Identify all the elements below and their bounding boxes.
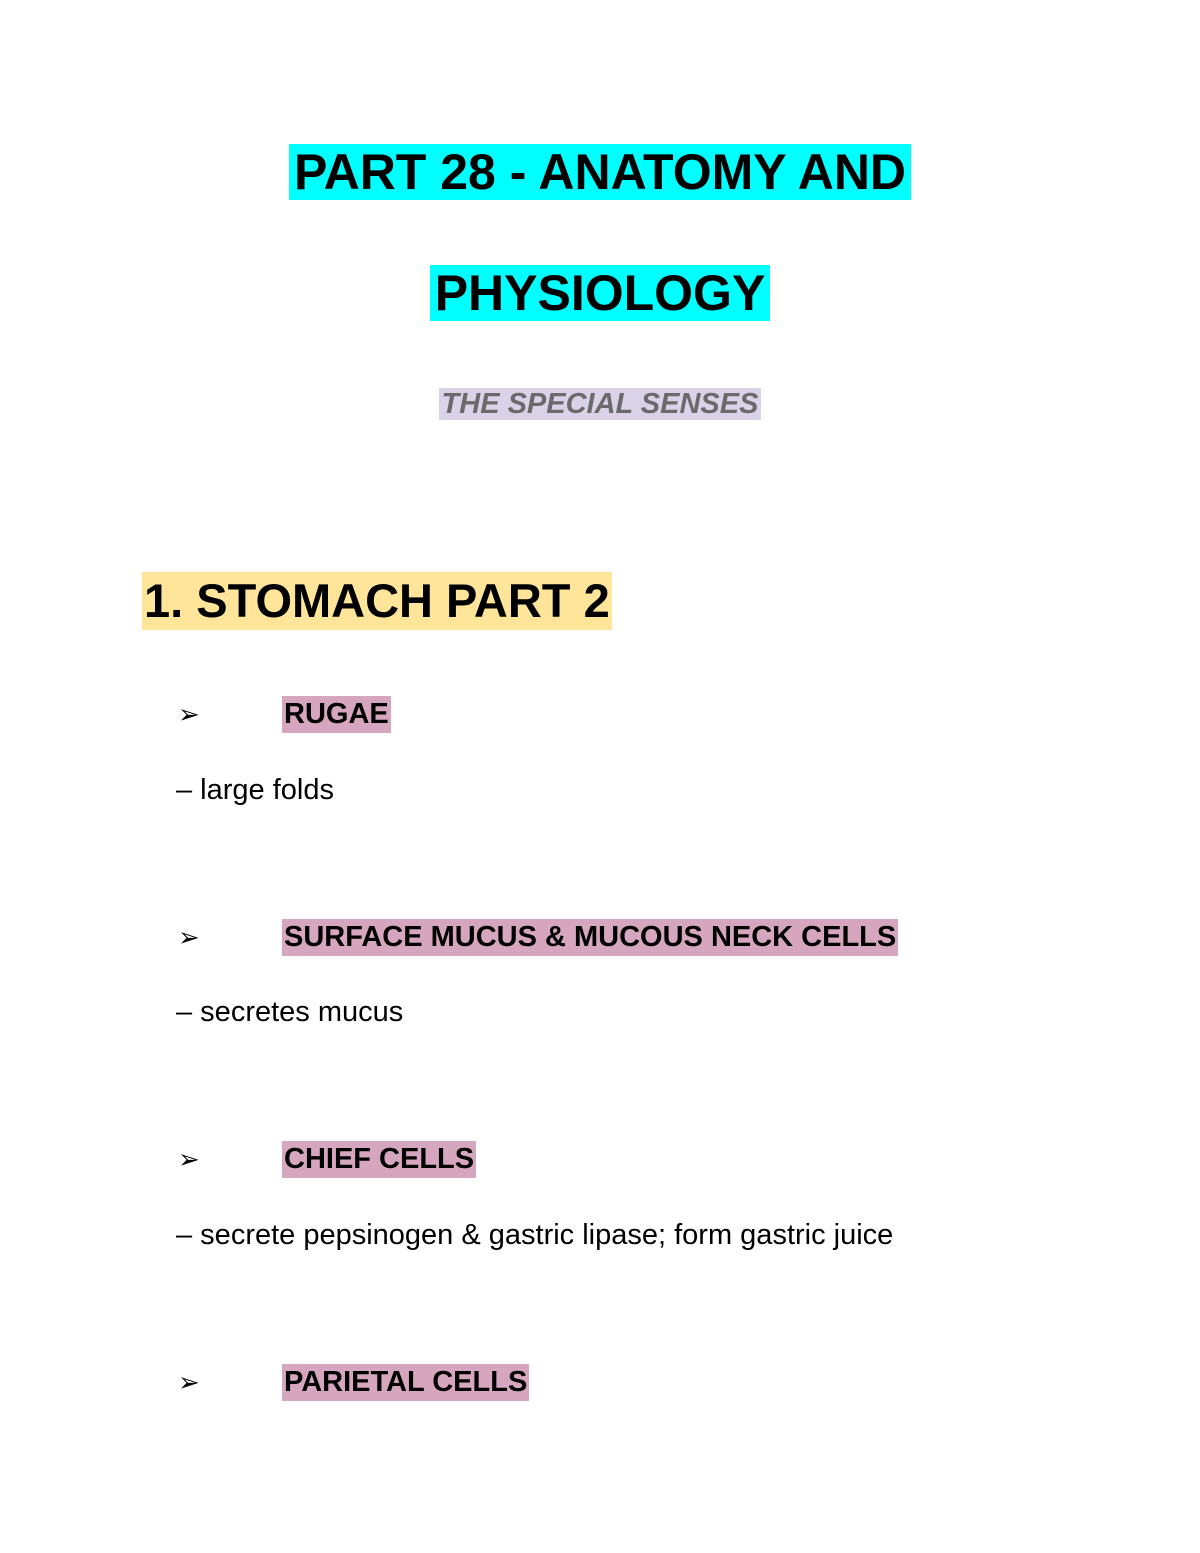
definition-text: – secretes mucus — [176, 996, 404, 1028]
term-label: CHIEF CELLS — [282, 1141, 476, 1178]
arrow-bullet-icon: ➢ — [178, 923, 200, 953]
subtitle-text: THE SPECIAL SENSES — [439, 388, 762, 420]
term-label: PARIETAL CELLS — [282, 1364, 529, 1401]
title-line-2 — [0, 263, 1200, 323]
term-label: RUGAE — [282, 696, 391, 733]
definition-text: – secrete pepsinogen & gastric lipase; form gastric juice — [176, 1219, 894, 1251]
arrow-bullet-icon: ➢ — [178, 1145, 200, 1175]
section-heading: 1. STOMACH PART 2 — [142, 572, 612, 630]
definition-text: – large folds — [176, 774, 334, 806]
title-text-1: PART 28 - ANATOMY AND — [289, 144, 911, 200]
title-line-1 — [0, 142, 1200, 202]
subtitle — [0, 385, 1200, 423]
title-text-2: PHYSIOLOGY — [430, 265, 771, 321]
arrow-bullet-icon: ➢ — [178, 1368, 200, 1398]
arrow-bullet-icon: ➢ — [178, 700, 200, 730]
term-label: SURFACE MUCUS & MUCOUS NECK CELLS — [282, 919, 898, 956]
